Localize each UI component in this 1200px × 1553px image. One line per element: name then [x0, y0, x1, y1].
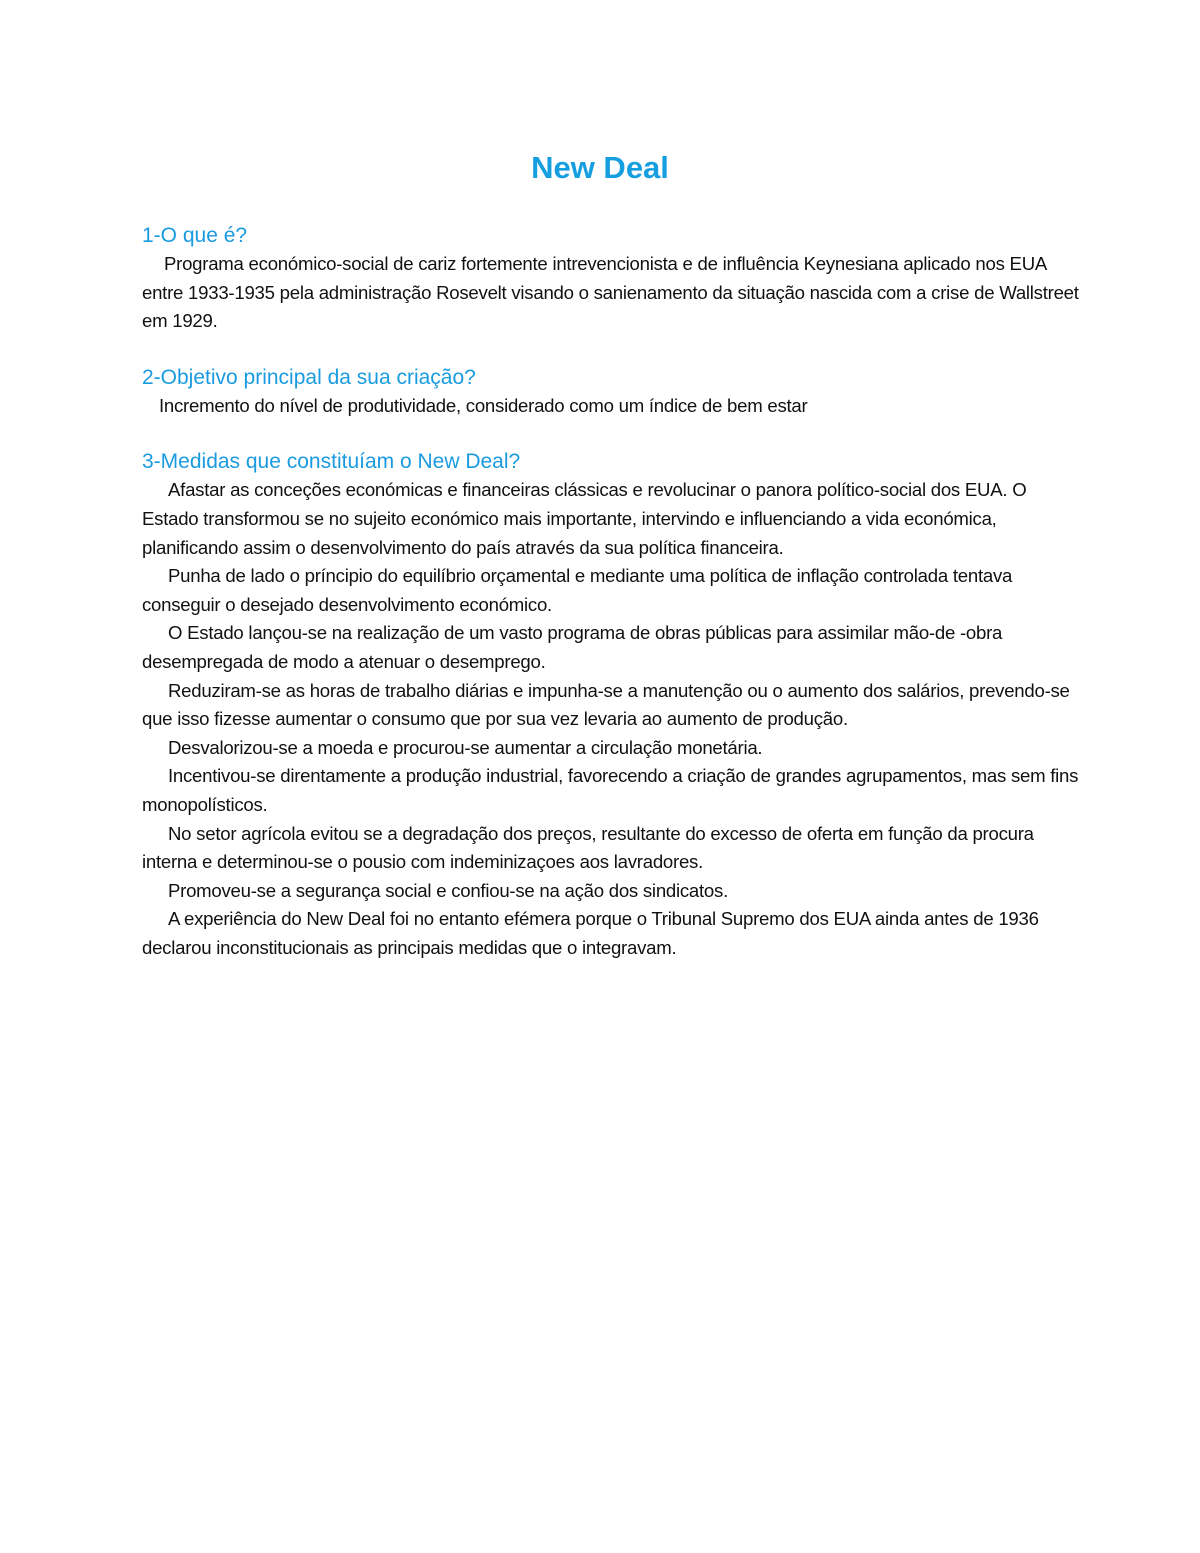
section-3-heading: 3-Medidas que constituíam o New Deal? [142, 450, 521, 474]
section-3-paragraph: Promoveu-se a segurança social e confiou-se na ação dos sindicatos. [168, 879, 728, 901]
section-3-paragraph: A experiência do New Deal foi no entanto efémera porque o Tribunal Supremo dos EUA ainda antes de 1936 declarou inconstitucionais as principais medidas que o integravam. [142, 908, 1039, 958]
section-2-heading: 2-Objetivo principal da sua criação? [142, 365, 476, 389]
section-1-heading: 1-O que é? [142, 224, 248, 247]
section-3-paragraph: Desvalorizou-se a moeda e procurou-se aumentar a circulação monetária. [168, 736, 763, 758]
spacer [142, 420, 1082, 448]
spacer [142, 336, 1082, 364]
section-3-paragraph: Punha de lado o príncipio do equilíbrio orçamental e mediante uma política de inflação controlada tentava conseguir o desejado desenvolvimento económico. [142, 565, 1013, 615]
document-body [142, 222, 1082, 962]
document-title: New Deal [531, 150, 669, 185]
section-3-paragraph: Incentivou-se direntamente a produção industrial, favorecendo a criação de grandes agrupamentos, mas sem fins monopolísticos. [142, 765, 1079, 815]
section-3-paragraph: O Estado lançou-se na realização de um vasto programa de obras públicas para assimilar mão-de -obra desempregada de modo a atenuar o desemprego. [142, 622, 1003, 672]
section-3-paragraph: Reduziram-se as horas de trabalho diárias e impunha-se a manutenção ou o aumento dos salários, prevendo-se que isso fizesse aumentar o consumo que por sua vez levaria ao aumento de produção. [142, 679, 1070, 730]
section-1-text: Programa económico-social de cariz fortemente intrevencionista e de influência Keynesiana aplicado nos EUA entre 1933-1935 pela administração Rosevelt visando o sanienamento da situação nascida com a crise de Wallstreet em 1929. [142, 253, 1079, 332]
section-3-paragraph: Afastar as conceções económicas e financeiras clássicas e revolucinar o panora político-social dos EUA. O Estado transformou se no sujeito económico mais importante, intervindo e influenciando a vida económica, planificando assim o desenvolvimento do país através da sua política financeira. [142, 479, 1027, 558]
section-3-paragraph: No setor agrícola evitou se a degradação dos preços, resultante do excesso de oferta em função da procura interna e determinou-se o pousio com indeminizaçoes aos lavradores. [142, 822, 1034, 873]
section-2-text: Incremento do nível de produtividade, considerado como um índice de bem estar [159, 394, 808, 416]
